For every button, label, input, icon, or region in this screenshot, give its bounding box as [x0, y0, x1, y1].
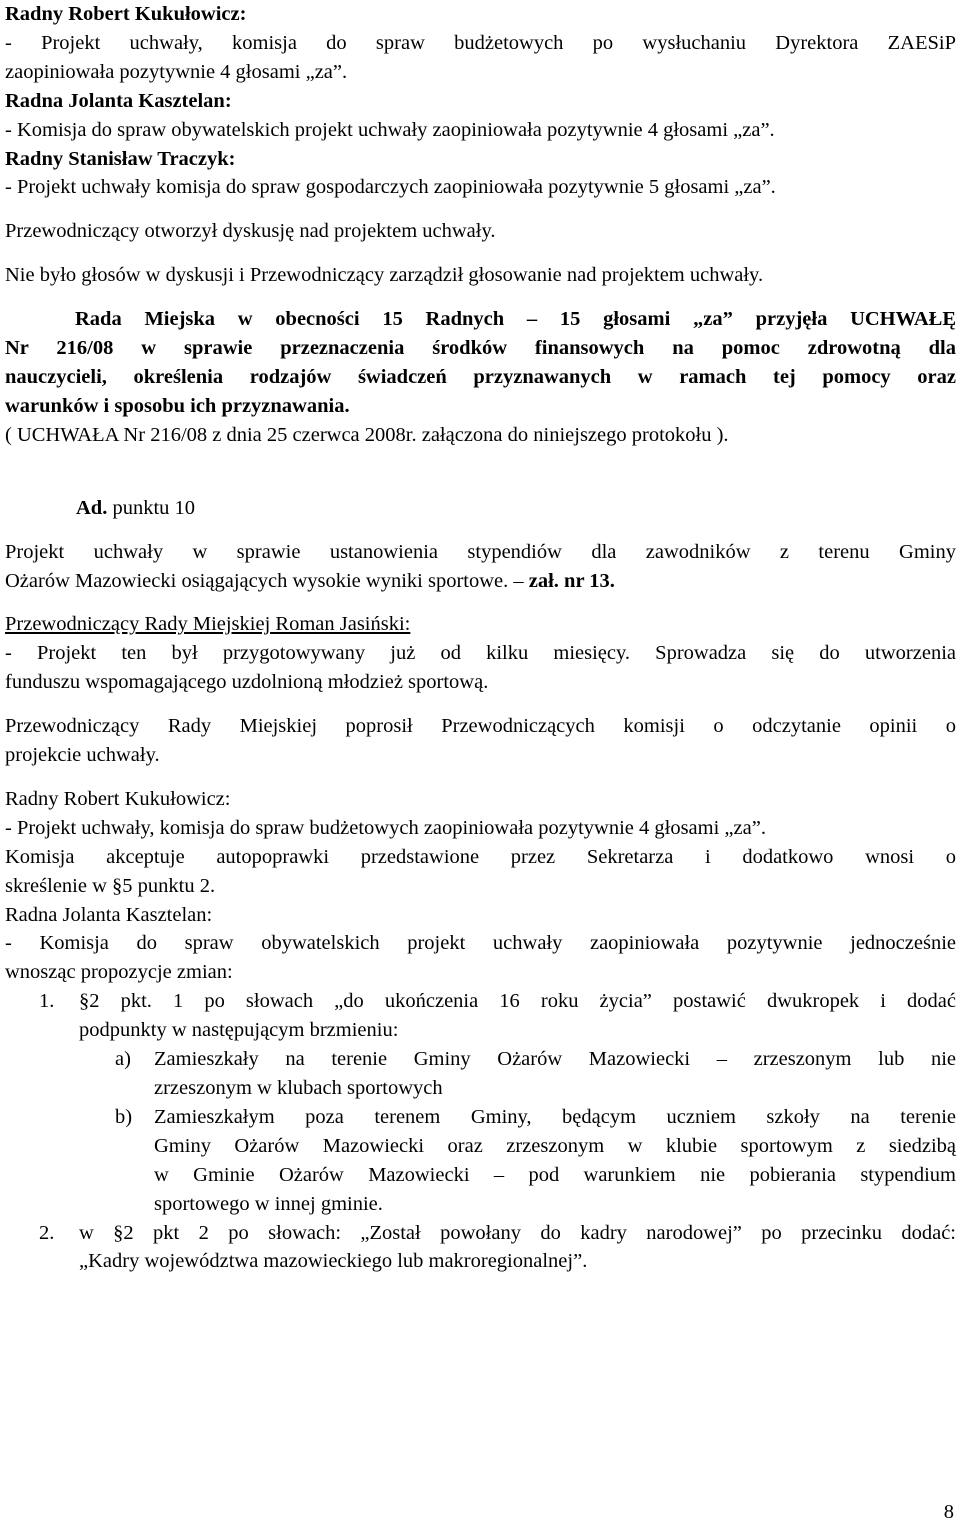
- statement-line: Komisja akceptuje autopoprawki przedstawione przez Sekretarza i dodatkowo wnosi o: [5, 845, 956, 868]
- list-item-text: w §2 pkt 2 po słowach: „Został powołany do kadry narodowej” po przecinku dodać:: [79, 1221, 956, 1244]
- agenda-description: [5, 567, 956, 596]
- document-page: [5, 0, 956, 1276]
- list-item-text: „Kadry województwa mazowieckiego lub makroregionalnej”.: [79, 1250, 588, 1273]
- attachment-ref: zał. nr 13.: [528, 569, 615, 592]
- list-item-text: §2 pkt. 1 po słowach „do ukończenia 16 roku życia” postawić dwukropek i dodać: [79, 990, 956, 1013]
- page-number: 8: [943, 1501, 954, 1524]
- subitem-text: Zamieszkałym poza terenem Gminy, będącym uczniem szkoły na terenie: [154, 1105, 956, 1128]
- statement-line: zaopiniowała pozytywnie 4 głosami „za”.: [5, 60, 348, 83]
- agenda-ad: Ad.: [76, 496, 108, 519]
- statement-line: skreślenie w §5 punktu 2.: [5, 874, 216, 897]
- list-item: [5, 1219, 956, 1277]
- resolution-line: Rada Miejska w obecności 15 Radnych – 15 głosami „za” przyjęła UCHWAŁĘ: [75, 308, 956, 331]
- speaker-name: Przewodniczący Rady Miejskiej Roman Jasiński:: [5, 613, 411, 636]
- agenda-heading: [5, 494, 956, 523]
- discussion-opened-text: Przewodniczący otworzył dyskusję nad projektem uchwały.: [5, 220, 496, 243]
- subitem-text: Gminy Ożarów Mazowiecki oraz zrzeszonym w klubie sportowym z siedzibą: [154, 1134, 956, 1157]
- statement-line: - Projekt ten był przygotowywany już od kilku miesięcy. Sprowadza się do utworzenia: [5, 642, 956, 665]
- subitem-letter: b): [115, 1105, 133, 1128]
- subitem-letter: a): [115, 1048, 131, 1071]
- speaker-name: Radny Robert Kukułowicz:: [5, 3, 247, 25]
- resolution-line: warunków i sposobu ich przyznawania.: [5, 394, 350, 417]
- subitem-text: zrzeszonym w klubach sportowych: [154, 1077, 443, 1099]
- statement-line: - Projekt uchwały komisja do spraw gospodarczych zaopiniowała pozytywnie 5 głosami „za”.: [5, 176, 776, 199]
- agenda-description: Projekt uchwały w sprawie ustanowienia stypendiów dla zawodników z terenu Gminy: [5, 540, 956, 563]
- list-item-text: podpunkty w następującym brzmieniu:: [79, 1019, 399, 1042]
- statement-line: - Projekt uchwały, komisja do spraw budżetowych po wysłuchaniu Dyrektora ZAESiP: [5, 31, 956, 54]
- list-subitem: [5, 1045, 956, 1103]
- agenda-description-text: Ożarów Mazowiecki osiągających wysokie wyniki sportowe. –: [5, 569, 524, 592]
- speaker-name: Radna Jolanta Kasztelan:: [5, 89, 232, 112]
- list-number: 1.: [39, 990, 55, 1013]
- list-item: [5, 987, 956, 1045]
- statement-line: - Komisja do spraw obywatelskich projekt uchwały zaopiniowała pozytywnie jednocześnie: [5, 932, 956, 955]
- list-subitem: [5, 1103, 956, 1219]
- resolution-line: nauczycieli, określenia rodzajów świadczeń przyznawanych w ramach tej pomocy oraz: [5, 365, 956, 388]
- agenda-punkt: punktu 10: [112, 496, 196, 519]
- statement-line: wnosząc propozycje zmian:: [5, 961, 233, 984]
- statement-line: - Komisja do spraw obywatelskich projekt uchwały zaopiniowała pozytywnie 4 głosami „za”.: [5, 118, 775, 141]
- subitem-text: Zamieszkały na terenie Gminy Ożarów Mazowiecki – zrzeszonym lub nie: [154, 1048, 956, 1071]
- statement-line: funduszu wspomagającego uzdolnioną młodzież sportową.: [5, 671, 489, 694]
- subitem-text: sportowego w innej gminie.: [154, 1192, 383, 1215]
- subitem-text: w Gminie Ożarów Mazowiecki – pod warunkiem nie pobierania stypendium: [154, 1163, 956, 1186]
- resolution-line: Nr 216/08 w sprawie przeznaczenia środków finansowych na pomoc zdrowotną dla: [5, 337, 956, 360]
- request-text: projekcie uchwały.: [5, 744, 160, 767]
- resolution-note: ( UCHWAŁA Nr 216/08 z dnia 25 czerwca 2008r. załączona do niniejszego protokołu ).: [5, 423, 729, 446]
- speaker-name: Radny Robert Kukułowicz:: [5, 787, 231, 810]
- resolution-block: [5, 305, 956, 450]
- list-number: 2.: [39, 1221, 55, 1244]
- no-voices-text: Nie było głosów w dyskusji i Przewodniczący zarządził głosowanie nad projektem uchwały.: [5, 264, 764, 287]
- speaker-name: Radna Jolanta Kasztelan:: [5, 903, 213, 926]
- amendment-list: [5, 987, 956, 1276]
- request-text: Przewodniczący Rady Miejskiej poprosił Przewodniczących komisji o odczytanie opinii o: [5, 715, 956, 738]
- statement-line: - Projekt uchwały, komisja do spraw budżetowych zaopiniowała pozytywnie 4 głosami „za”.: [5, 816, 766, 839]
- speaker-name: Radny Stanisław Traczyk:: [5, 147, 236, 170]
